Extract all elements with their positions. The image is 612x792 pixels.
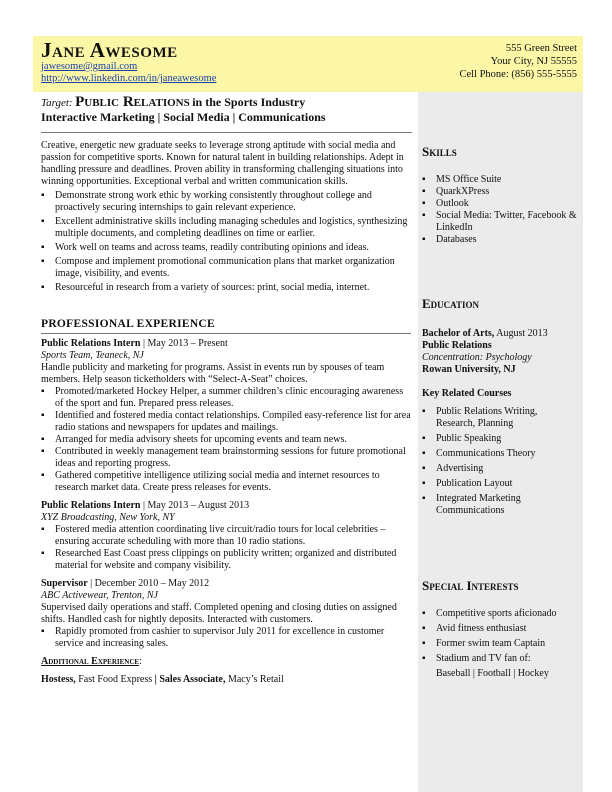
degree-date: August 2013 <box>494 328 548 339</box>
target-label: Target: <box>41 97 73 109</box>
list-item <box>422 653 578 680</box>
list-item: ▪ Databases <box>422 234 578 246</box>
education-title: Education <box>422 296 480 311</box>
list-item: ▪ Researched East Coast press clippings on publicity written; organized and distributed material for website and company visibility. <box>41 548 411 572</box>
additional-role-1: Hostess, <box>41 674 76 685</box>
skills-section <box>422 146 578 246</box>
list-item: ▪ Demonstrate strong work ethic by working consistently throughout college and proactively securing internships to gain relevant experience. <box>41 190 411 214</box>
list-item: ▪ Public Relations Writing, Research, Planning <box>422 406 578 430</box>
list-item: ▪ Resourceful in research from a variety of sources: print, social media, internet. <box>41 282 411 294</box>
education-section <box>422 298 578 517</box>
job-org: Sports Team, Teaneck, NJ <box>41 350 144 361</box>
additional-role-2: | Sales Associate, <box>154 674 226 685</box>
job-entry <box>41 338 411 494</box>
list-item: ▪ Excellent administrative skills including managing schedules and logistics, synthesizing multiple documents, and completing deadlines on time or earlier. <box>41 216 411 240</box>
list-item: ▪ Communications Theory <box>422 448 578 460</box>
job-org: ABC Activewear, Trenton, NJ <box>41 590 158 601</box>
list-item: ▪ Competitive sports aficionado <box>422 608 578 620</box>
header-band <box>33 36 583 92</box>
school: Rowan University, NJ <box>422 364 516 375</box>
divider <box>41 132 412 133</box>
experience-section <box>41 318 411 686</box>
job-org: XYZ Broadcasting, New York, NY <box>41 512 175 523</box>
list-item: ▪ Public Speaking <box>422 433 578 445</box>
target-subtitle: Interactive Marketing | Social Media | Communications <box>41 110 326 124</box>
interests-list <box>422 608 578 680</box>
job-bullets <box>41 386 411 494</box>
job-role: Public Relations Intern <box>41 500 141 511</box>
job-entry <box>41 500 411 572</box>
job-entry <box>41 578 411 650</box>
interests-title: Special Interests <box>422 578 519 593</box>
skills-list <box>422 174 578 246</box>
summary-text: Creative, energetic new graduate seeks to leverage strong aptitude with social media and passion for competitive sports. Known for natural talent in building relationships. Adept in handling pressure and deadlines. Proven ability in transforming challenging situations into winning opportunities. Exceptional verbal and written communication skills. <box>41 140 404 187</box>
summary-section <box>41 140 411 294</box>
target-block <box>41 96 411 123</box>
experience-title: PROFESSIONAL EXPERIENCE <box>41 318 216 330</box>
interests-section <box>422 580 578 680</box>
list-item: ▪ Identified and fostered media contact relationships. Compiled easy-reference list for area radio stations and newspapers for updates and mailings. <box>41 410 411 434</box>
additional-title: Additional Experience <box>41 656 140 667</box>
list-item: ▪ Former swim team Captain <box>422 638 578 650</box>
list-item: ▪ Work well on teams and across teams, readily contributing opinions and ideas. <box>41 242 411 254</box>
list-item: ▪ Compose and implement promotional communication plans that market organization image, visibility, and events. <box>41 256 411 280</box>
additional-experience <box>41 656 411 668</box>
list-item: ▪ Promoted/marketed Hockey Helper, a summer children’s clinic encouraging awareness of the sport and fun. Prepared press releases. <box>41 386 411 410</box>
target-industry: in the Sports Industry <box>192 95 306 109</box>
job-desc: Supervised daily operations and staff. Completed opening and closing duties on assigned shifts. Handled cash for nightly deposits. Interacted with customers. <box>41 602 397 625</box>
list-item: ▪ Publication Layout <box>422 478 578 490</box>
job-dates: | May 2013 – Present <box>140 338 228 349</box>
contact-info <box>459 42 577 81</box>
job-role: Public Relations Intern <box>41 338 141 349</box>
job-dates: | May 2013 – August 2013 <box>140 500 250 511</box>
list-item: ▪ MS Office Suite <box>422 174 578 186</box>
concentration: Concentration: Psychology <box>422 352 532 363</box>
job-bullets <box>41 524 411 572</box>
additional-colon: : <box>139 656 142 667</box>
list-item: ▪ Fostered media attention coordinating live circuit/radio tours for local celebrities – ensuring accurate scheduling with more than 10 radio stations. <box>41 524 411 548</box>
job-role: Supervisor <box>41 578 88 589</box>
additional-org-1: Fast Food Express <box>75 674 155 685</box>
target-role: Public Relations <box>75 94 190 110</box>
email-link[interactable]: jawesome@gmail.com <box>41 61 138 72</box>
major: Public Relations <box>422 340 492 351</box>
courses-title: Key Related Courses <box>422 388 512 399</box>
stadium-label: ▪ Stadium and TV fan of: <box>436 653 531 664</box>
list-item: ▪ QuarkXPress <box>422 186 578 198</box>
stadium-sports: Baseball | Football | Hockey <box>436 668 549 679</box>
additional-line <box>41 674 411 686</box>
list-item: ▪ Avid fitness enthusiast <box>422 623 578 635</box>
linkedin-link[interactable]: http://www.linkedin.com/in/janeawesome <box>41 73 217 84</box>
job-bullets <box>41 626 411 650</box>
skills-title: Skills <box>422 144 457 159</box>
list-item: ▪ Contributed in weekly management team brainstorming sessions for future promotional ideas and reporting progress. <box>41 446 411 470</box>
additional-org-2: Macy’s Retail <box>225 674 284 685</box>
list-item: ▪ Gathered competitive intelligence utilizing social media and internet resources to research market data. Create press releases for events. <box>41 470 411 494</box>
job-dates: | December 2010 – May 2012 <box>87 578 210 589</box>
city: Your City, NJ 55555 <box>490 56 577 67</box>
list-item: ▪ Social Media: Twitter, Facebook & LinkedIn <box>422 210 578 234</box>
degree: Bachelor of Arts, <box>422 328 495 339</box>
list-item: ▪ Outlook <box>422 198 578 210</box>
list-item: ▪ Arranged for media advisory sheets for upcoming events and team news. <box>41 434 411 446</box>
list-item: ▪ Integrated Marketing Communications <box>422 493 578 517</box>
courses-list <box>422 406 578 517</box>
job-desc: Handle publicity and marketing for programs. Assist in events run by spouses of team members. Help season ticketholders with “Select-A-Seat” choices. <box>41 362 385 385</box>
phone: Cell Phone: (856) 555-5555 <box>459 69 577 80</box>
list-item: ▪ Advertising <box>422 463 578 475</box>
address: 555 Green Street <box>505 43 577 54</box>
summary-list <box>41 190 411 294</box>
list-item: ▪ Rapidly promoted from cashier to supervisor July 2011 for excellence in customer service and increasing sales. <box>41 626 411 650</box>
candidate-name: Jane Awesome <box>41 38 178 62</box>
divider <box>41 333 411 334</box>
